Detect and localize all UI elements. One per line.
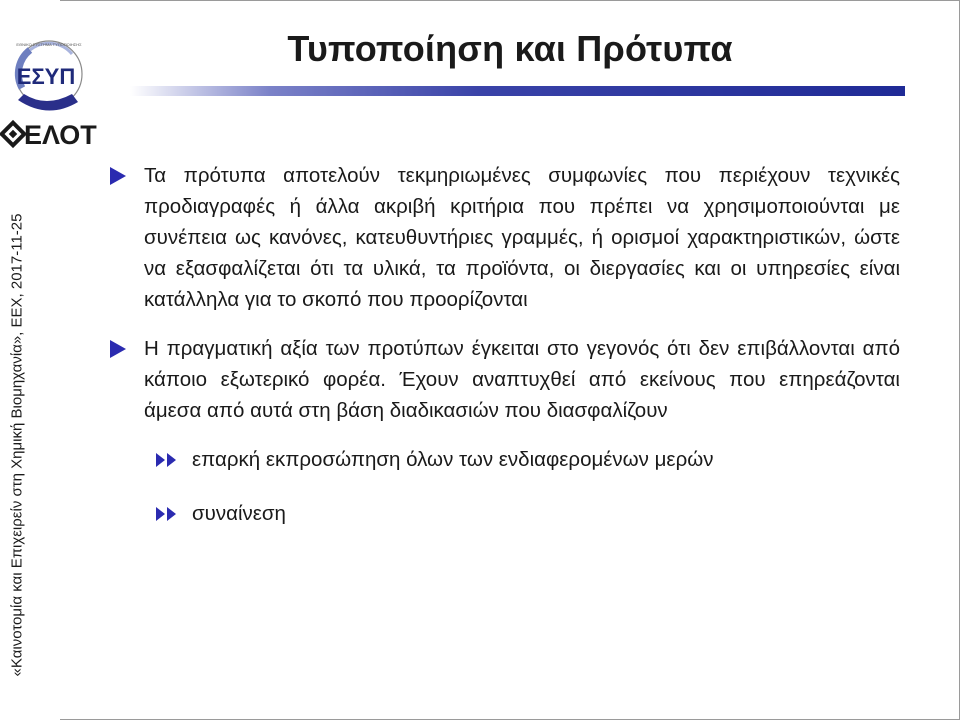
side-caption: «Καινοτομία και Επιχειρείν στη Χημική Βιομηχανία», ΕΕΧ, 2017-11-25	[8, 213, 26, 677]
elot-logo	[0, 116, 104, 152]
double-chevron-bullet-icon	[156, 453, 178, 467]
left-sidebar	[0, 0, 97, 720]
esyp-ring-text: ΕΘΝΙΚΟ ΣΥΣΤΗΜΑ ΤΥΠΟΠΟΙΗΣΗΣ	[16, 42, 82, 47]
sub-bullet-item	[104, 444, 900, 475]
triangle-bullet-icon	[110, 167, 126, 185]
bullet-text: Η πραγματική αξία των προτύπων έγκειται στο γεγονός ότι δεν επιβάλλονται από κάποιο εξωτερικό φορέα. Έχουν αναπτυχθεί από εκείνους που επηρεάζονται άμεσα από αυτά στη βάση διαδικασιών που διασφαλίζουν	[144, 337, 900, 422]
side-caption-container	[2, 175, 32, 715]
bullet-item	[104, 160, 900, 315]
elot-logo-text: ΕΛΟΤ	[24, 120, 97, 150]
title-underline-bar	[130, 86, 905, 96]
slide-content	[104, 160, 900, 552]
esyp-logo-text: ΕΣΥΠ	[16, 64, 76, 89]
sub-bullet-item	[104, 498, 900, 529]
slide-title: Τυποποίηση και Πρότυπα	[287, 28, 733, 69]
sub-bullet-text: συναίνεση	[192, 502, 286, 525]
bullet-item	[104, 333, 900, 426]
sub-bullet-text: επαρκή εκπροσώπηση όλων των ενδιαφερομένων μερών	[192, 448, 714, 471]
double-chevron-bullet-icon	[156, 507, 178, 521]
triangle-bullet-icon	[110, 340, 126, 358]
bullet-text: Τα πρότυπα αποτελούν τεκμηριωμένες συμφωνίες που περιέχουν τεχνικές προδιαγραφές ή άλλα ακριβή κριτήρια που πρέπει να χρησιμοποιούνται με συνέπεια ως κανόνες, κατευθυντήριες γραμμές, ή ορισμοί χαρακτηριστικών, ώστε να εξασφαλίζεται ότι τα υλικά, τα προϊόντα, οι διεργασίες και οι υπηρεσίες είναι κατάλληλα για το σκοπό που προορίζονται	[144, 164, 900, 311]
esyp-logo	[6, 36, 92, 114]
